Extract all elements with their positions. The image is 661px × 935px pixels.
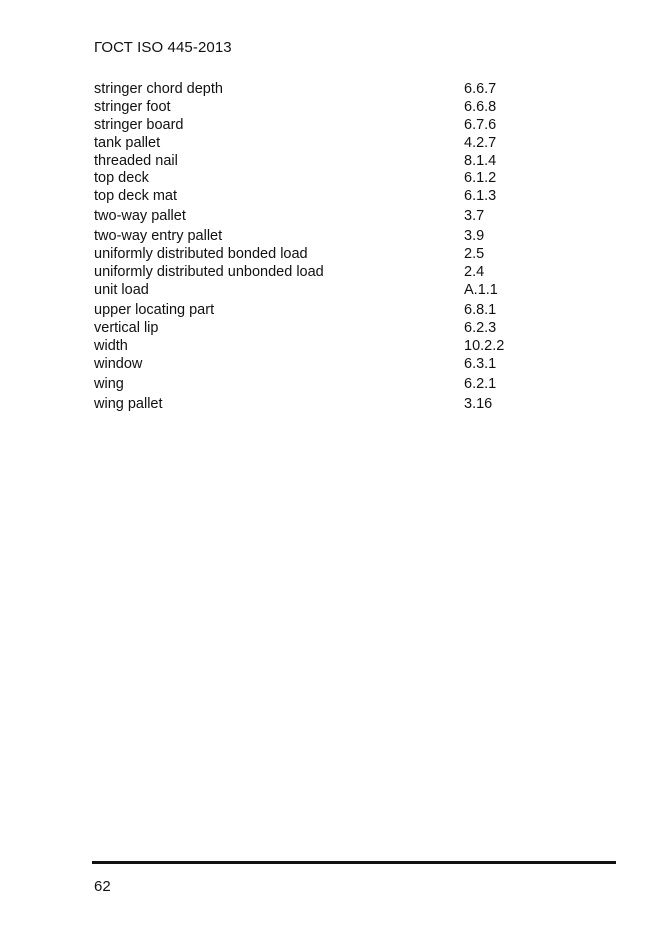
index-entry bbox=[94, 226, 564, 246]
index-term: wing bbox=[94, 375, 124, 392]
index-entry bbox=[94, 264, 564, 282]
footer-divider bbox=[92, 861, 616, 864]
index-reference: 2.4 bbox=[464, 264, 485, 281]
index-entry bbox=[94, 374, 564, 394]
index-term: uniformly distributed unbonded load bbox=[94, 264, 324, 281]
index-reference: 6.6.8 bbox=[464, 98, 497, 115]
index-reference: 6.2.1 bbox=[464, 375, 497, 392]
index-entry bbox=[94, 170, 564, 188]
index-list bbox=[94, 81, 564, 414]
index-term: top deck bbox=[94, 170, 149, 187]
index-term: unit load bbox=[94, 282, 149, 299]
index-term: two-way entry pallet bbox=[94, 228, 223, 245]
index-term: two-way pallet bbox=[94, 208, 186, 225]
index-entry bbox=[94, 356, 564, 374]
index-reference: 4.2.7 bbox=[464, 134, 497, 151]
index-reference: 3.16 bbox=[464, 395, 493, 412]
index-term: threaded nail bbox=[94, 152, 178, 169]
index-reference: 8.1.4 bbox=[464, 152, 497, 169]
index-entry bbox=[94, 320, 564, 338]
index-entry bbox=[94, 338, 564, 356]
index-term: vertical lip bbox=[94, 319, 159, 336]
index-term: width bbox=[94, 337, 128, 354]
index-entry bbox=[94, 153, 564, 171]
index-reference: 2.5 bbox=[464, 246, 485, 263]
page-number: 62 bbox=[94, 878, 111, 895]
index-reference: A.1.1 bbox=[464, 282, 498, 299]
index-term: stringer foot bbox=[94, 98, 171, 115]
index-entry bbox=[94, 99, 564, 117]
index-term: stringer board bbox=[94, 116, 184, 133]
index-reference: 6.1.2 bbox=[464, 170, 497, 187]
page-header: ГОСТ ISO 445-2013 bbox=[94, 39, 232, 56]
index-term: wing pallet bbox=[94, 395, 163, 412]
index-term: tank pallet bbox=[94, 134, 161, 151]
index-reference: 6.8.1 bbox=[464, 301, 497, 318]
index-entry bbox=[94, 81, 564, 99]
index-entry bbox=[94, 394, 564, 414]
index-term: top deck mat bbox=[94, 188, 178, 205]
index-reference: 6.2.3 bbox=[464, 319, 497, 336]
index-term: uniformly distributed bonded load bbox=[94, 246, 308, 263]
index-term: upper locating part bbox=[94, 301, 215, 318]
index-entry bbox=[94, 300, 564, 320]
index-reference: 10.2.2 bbox=[464, 337, 505, 354]
index-reference: 3.7 bbox=[464, 208, 485, 225]
index-reference: 6.1.3 bbox=[464, 188, 497, 205]
index-reference: 6.6.7 bbox=[464, 81, 497, 97]
index-entry bbox=[94, 246, 564, 264]
index-term: stringer chord depth bbox=[94, 81, 223, 97]
index-reference: 3.9 bbox=[464, 228, 485, 245]
index-entry bbox=[94, 188, 564, 206]
index-entry bbox=[94, 135, 564, 153]
index-term: window bbox=[94, 355, 143, 372]
index-reference: 6.7.6 bbox=[464, 116, 497, 133]
index-entry bbox=[94, 117, 564, 135]
index-entry bbox=[94, 282, 564, 300]
index-entry bbox=[94, 206, 564, 226]
index-reference: 6.3.1 bbox=[464, 355, 497, 372]
